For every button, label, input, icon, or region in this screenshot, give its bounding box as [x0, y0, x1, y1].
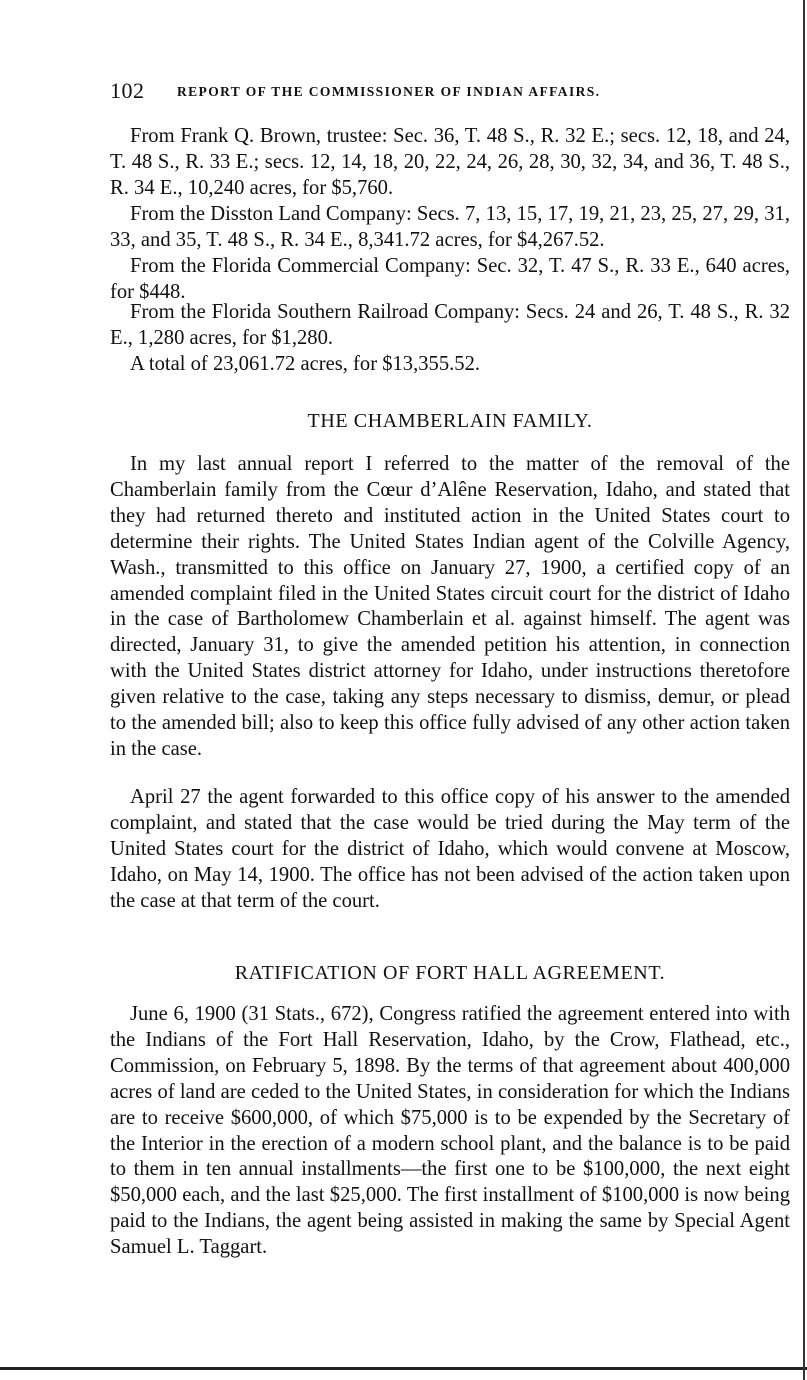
running-head: REPORT OF THE COMMISSIONER OF INDIAN AFFAIRS. — [177, 84, 601, 99]
section-title-fort-hall: RATIFICATION OF FORT HALL AGREEMENT. — [234, 962, 666, 984]
page-bottom-border — [0, 1367, 807, 1370]
land-purchase-paragraph: From the Florida Southern Railroad Company: Secs. 24 and 26, T. 48 S., R. 32 E., 1,280 acres, for $1,280. — [110, 301, 790, 349]
fort-hall-paragraph: June 6, 1900 (31 Stats., 672), Congress ratified the agreement entered into with the Indians of the Fort Hall Reservation, Idaho, by the Crow, Flathead, etc., Commission, on February 5, 1898. By the terms of that agreement about 400,000 acres of land are ceded to the United States, in consideration for which the Indians are to receive $600,000, of which $75,000 is to be expended by the Secretary of the Interior in the erection of a modern school plant, and the balance is to be paid to them in ten annual installments—the first one to be $100,000, the next eight $50,000 each, and the last $25,000. The first installment of $100,000 is now being paid to the Indians, the agent being assisted in making the same by Special Agent Samuel L. Taggart. — [110, 1003, 790, 1259]
land-purchase-paragraph: From the Florida Commercial Company: Sec. 32, T. 47 S., R. 33 E., 640 acres, for $448. — [110, 255, 790, 303]
land-purchase-paragraph: From Frank Q. Brown, trustee: Sec. 36, T. 48 S., R. 32 E.; secs. 12, 18, and 24, T. 48 S., R. 33 E.; secs. 12, 14, 18, 20, 22, 24, 26, 28, 30, 32, 34, and 36, T. 48 S., R. 34 E., 10,240 acres, for $5,760. — [110, 125, 790, 199]
chamberlain-paragraph: In my last annual report I referred to the matter of the removal of the Chamberlain family from the Cœur d’Alêne Reservation, Idaho, and stated that they had returned thereto and instituted action in the United States court to determine their rights. The United States Indian agent of the Colville Agency, Wash., transmitted to this office on January 27, 1900, a certified copy of an amended complaint filed in the United States circuit court for the district of Idaho in the case of Bartholomew Chamberlain et al. against himself. The agent was directed, January 31, to give the amended petition his attention, in connection with the United States district attorney for Idaho, under instructions theretofore given relative to the case, taking any steps necessary to dismiss, demur, or plead to the amended bill; also to keep this office fully advised of any other action taken in the case. — [110, 453, 790, 760]
page-right-border — [803, 0, 805, 1380]
section-title-chamberlain-family: THE CHAMBERLAIN FAMILY. — [307, 410, 593, 432]
land-purchase-paragraph: From the Disston Land Company: Secs. 7, 13, 15, 17, 19, 21, 23, 25, 27, 29, 31, 33, and 35, T. 48 S., R. 34 E., 8,341.72 acres, for $4,267.52. — [110, 203, 790, 251]
land-purchase-total: A total of 23,061.72 acres, for $13,355.52. — [130, 353, 481, 375]
page-number: 102 — [110, 78, 145, 103]
page-header — [110, 78, 790, 104]
chamberlain-paragraph: April 27 the agent forwarded to this office copy of his answer to the amended complaint, and stated that the case would be tried during the May term of the United States court for the district of Idaho, which would convene at Moscow, Idaho, on May 14, 1900. The office has not been advised of the action taken upon the case at that term of the court. — [110, 786, 790, 912]
